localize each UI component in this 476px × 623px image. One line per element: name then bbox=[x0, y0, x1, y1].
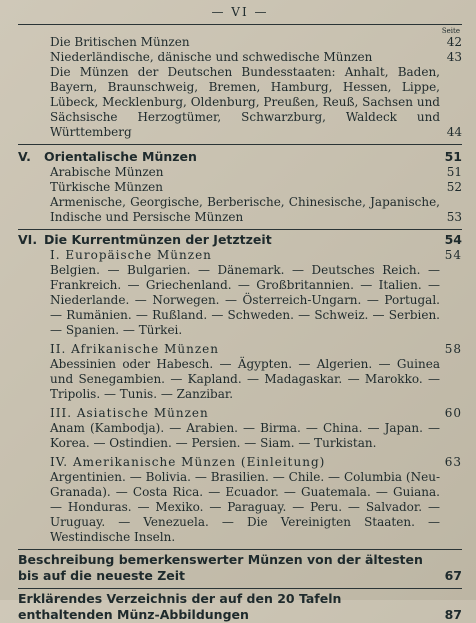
toc-entry-text: Arabische Münzen bbox=[50, 165, 164, 179]
toc-entry-armenische bbox=[18, 195, 462, 225]
subsection-afrikanische bbox=[18, 342, 462, 357]
toc-entry-deutsche-bundesstaaten bbox=[18, 65, 462, 140]
toc-page-number: 63 bbox=[444, 455, 462, 469]
toc-page-number: 52 bbox=[446, 180, 462, 194]
section-number: VI. bbox=[18, 232, 38, 247]
toc-page-number: 58 bbox=[444, 342, 462, 356]
subsection-asiatische bbox=[18, 406, 462, 421]
section-divider bbox=[18, 144, 462, 145]
country-list-text: Belgien. — Bulgarien. — Dänemark. — Deutsches Reich. — Frankreich. — Griechenland. — Großbritannien. — Italien. — Niederlande. — Norwegen. — Österreich-Ungarn. — Portugal. — Rumänien. — Rußland. — Schweden. — Schweiz. — Serbien. — Spanien. — Türkei. bbox=[50, 263, 440, 337]
toc-entry-text: Beschreibung bemerkenswerter Münzen von der ältesten bis auf die neueste Zeit bbox=[18, 552, 423, 583]
subsection-label: IV. Amerikanische Münzen (Einleitung) bbox=[50, 455, 326, 469]
toc-entry-text: Die Britischen Münzen bbox=[50, 35, 190, 49]
country-list-text: Abessinien oder Habesch. — Ägypten. — Algerien. — Guinea und Senegambien. — Kapland. — Madagaskar. — Marokko. — Tripolis. — Tunis. — Zanzibar. bbox=[50, 357, 440, 401]
country-list-text: Argentinien. — Bolivia. — Brasilien. — Chile. — Columbia (Neu-Granada). — Costa Rica. — Ecuador. — Guatemala. — Guiana. — Honduras. — Mexiko. — Paraguay. — Peru. — Salvador. — Uruguay. — Venezuela. — Die Vereinigten Staaten. — Westindische Inseln. bbox=[50, 470, 440, 544]
seite-label: Seite bbox=[441, 27, 460, 35]
toc-entry-britische bbox=[18, 35, 462, 50]
toc-page-number: 42 bbox=[446, 35, 462, 49]
toc-entry-text: Armenische, Georgische, Berberische, Chinesische, Japanische, Indische und Persische Münzen bbox=[50, 195, 440, 224]
subsection-label: II. Afrikanische Münzen bbox=[50, 342, 219, 356]
country-list-text: Anam (Kambodja). — Arabien. — Birma. — China. — Japan. — Korea. — Ostindien. — Persien. — Siam. — Turkistan. bbox=[50, 421, 440, 450]
toc-entry-text: Die Münzen der Deutschen Bundesstaaten: Anhalt, Baden, Bayern, Braunschweig, Bremen, Hamburg, Hessen, Lippe, Lübeck, Mecklenburg, Oldenburg, Preußen, Reuß, Sachsen und Sächsische Herzogtümer, Schwarzburg, Waldeck und Württemberg bbox=[50, 65, 440, 139]
subsection-label: III. Asiatische Münzen bbox=[50, 406, 209, 420]
toc-entry-text: Erklärendes Verzeichnis der auf den 20 Tafeln enthaltenden Münz-Abbildungen bbox=[18, 591, 342, 622]
toc-entry-niederlaendische bbox=[18, 50, 462, 65]
country-list-europa bbox=[18, 263, 462, 338]
toc-entry-verzeichnis bbox=[18, 591, 462, 623]
page-header: — VI — bbox=[211, 5, 269, 19]
toc-entry-text: Niederländische, dänische und schwedische Münzen bbox=[50, 50, 373, 64]
toc-page-number: 54 bbox=[444, 248, 462, 262]
section-vi-heading bbox=[18, 232, 462, 248]
section-divider bbox=[18, 588, 462, 589]
section-title: Die Kurrentmünzen der Jetztzeit bbox=[44, 232, 272, 247]
toc-page-number: 60 bbox=[444, 406, 462, 420]
header-rule bbox=[18, 24, 462, 25]
subsection-amerikanische bbox=[18, 455, 462, 470]
toc-entry-beschreibung bbox=[18, 552, 462, 584]
toc-page-number: 54 bbox=[444, 232, 462, 247]
subsection-europaeische bbox=[18, 248, 462, 263]
section-divider bbox=[18, 549, 462, 550]
toc-entry-text: Türkische Münzen bbox=[50, 180, 163, 194]
subsection-label: I. Europäische Münzen bbox=[50, 248, 212, 262]
toc-entry-arabische bbox=[18, 165, 462, 180]
country-list-asien bbox=[18, 421, 462, 451]
toc-page-number: 51 bbox=[446, 165, 462, 179]
section-divider bbox=[18, 229, 462, 230]
toc-page-number: 43 bbox=[446, 50, 462, 64]
toc-entry-tuerkische bbox=[18, 180, 462, 195]
section-title: Orientalische Münzen bbox=[44, 149, 197, 164]
country-list-amerika bbox=[18, 470, 462, 545]
section-number: V. bbox=[18, 149, 31, 164]
section-v-heading bbox=[18, 149, 462, 165]
country-list-afrika bbox=[18, 357, 462, 402]
toc-page-number: 44 bbox=[446, 125, 462, 139]
toc-page-number: 53 bbox=[446, 210, 462, 224]
toc-page-number: 51 bbox=[444, 149, 462, 164]
toc-page-number: 67 bbox=[444, 568, 462, 583]
toc-page-number: 87 bbox=[444, 607, 462, 622]
